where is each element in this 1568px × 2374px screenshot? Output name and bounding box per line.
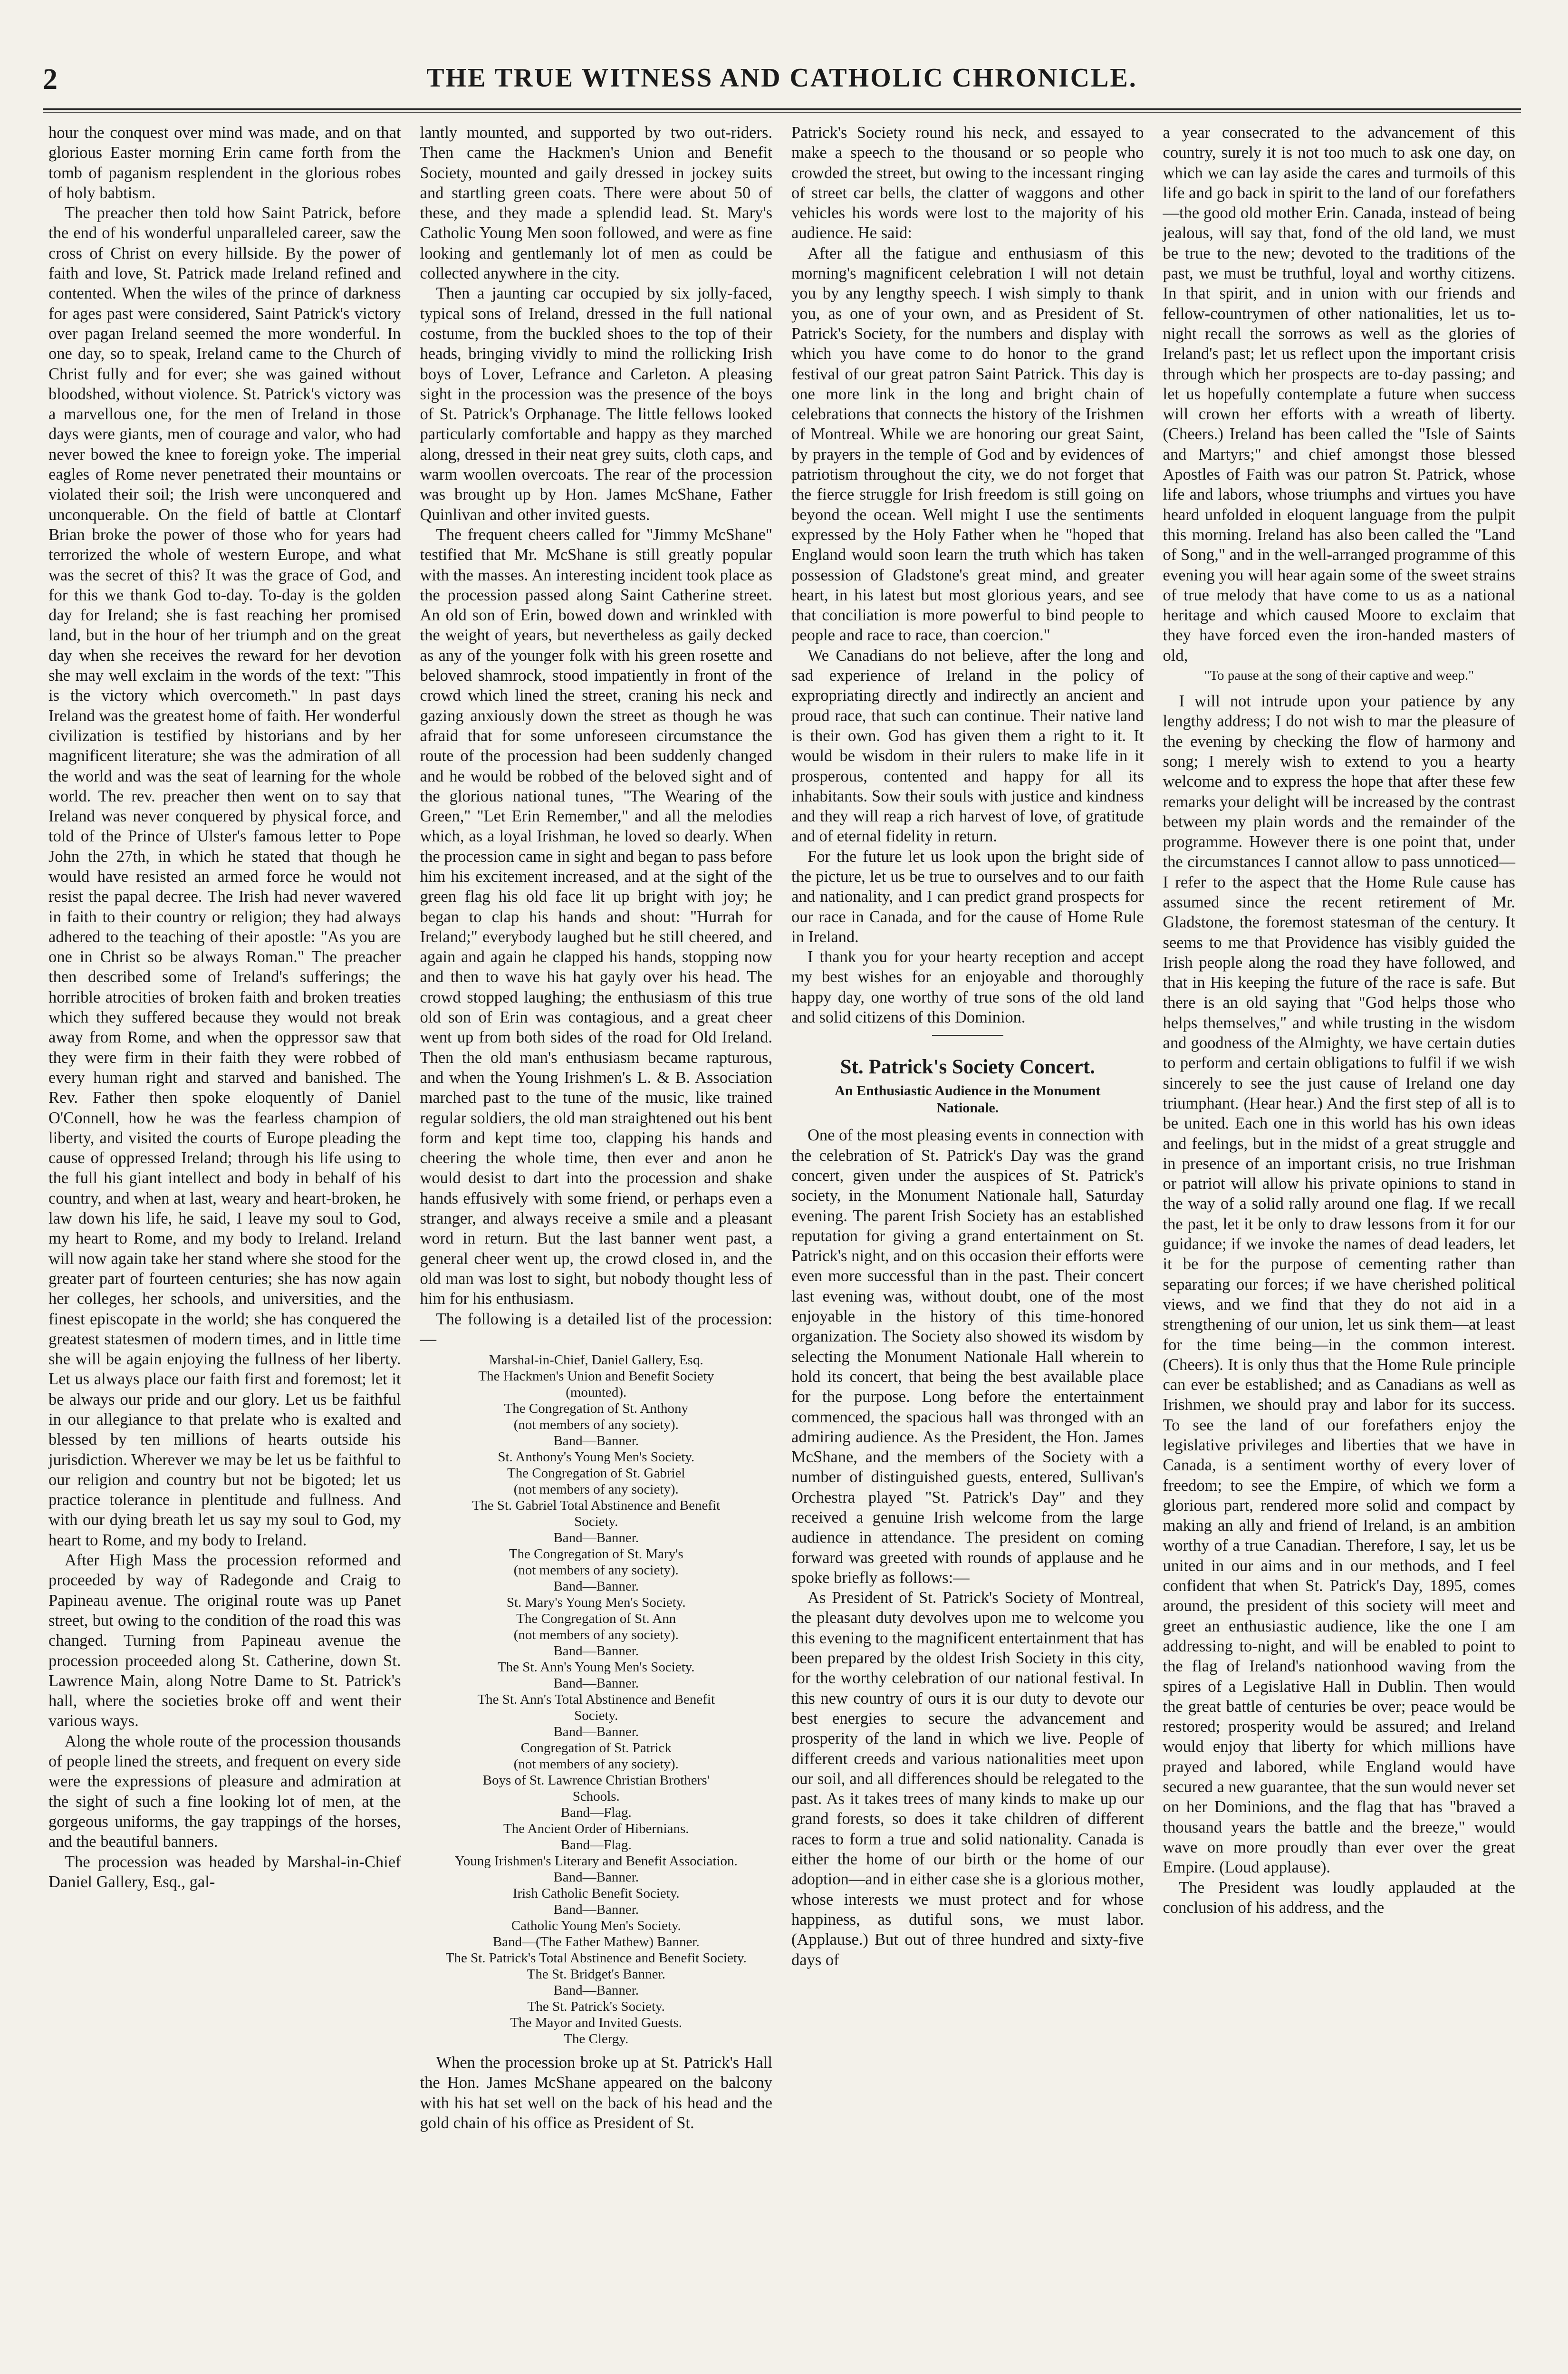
section-subheading: An Enthusiastic Audience in the Monument Nationale. — [835, 1083, 1101, 1116]
procession-list-item: Society. — [574, 1514, 618, 1530]
article-paragraph: After High Mass the procession reformed and proceeded by way of Radegonde and Craig to Papineau avenue. The original route was up Panet street, but owing to the condition of the road this was changed. Turning from Papineau avenue the procession proceeded along St. Catherine, down St. Lawrence Main, along Notre Dame to St. Patrick's hall, where the societies broke off and went their various ways. — [48, 1551, 401, 1730]
procession-list-item: Band—Flag. — [560, 1837, 632, 1853]
procession-list-item: The Mayor and Invited Guests. — [510, 2015, 683, 2031]
procession-list-item: St. Anthony's Young Men's Society. — [498, 1449, 695, 1465]
article-paragraph: The preacher then told how Saint Patrick, before the end of his wonderful unparalleled career, saw the cross of Christ on every hillside. By the power of faith and love, St. Patrick made Ireland refined and contented. When the wiles of the prince of darkness for ages past were considered, Saint Patrick's victory over pagan Ireland seemed the more wonderful. In one day, so to speak, Ireland came to the Church of Christ fully and for ever; she was gained without bloodshed, without violence. St. Patrick's victory was a marvellous one, for the men of Ireland in those days were giants, men of courage and valor, who had never bowed the knee to foreign yoke. The imperial eagles of Rome never penetrated their mountains or violated their soil; the Irish were unconquered and unconquerable. On the field of battle at Clontarf Brian broke the power of those who for years had terrorized the whole of western Europe, and what was the secret of this? It was the grace of God, and for this we thank God to-day. To-day is the golden day for Ireland; she is fast reaching her promised land, but in the hour of her triumph and on the great day when she receives the reward for her devotion she may well exclaim in the words of the text: "This is the victory which overcometh." In past days Ireland was the greatest home of faith. Her wonderful civilization is testified by historians and by her magnificent literature; she was the admiration of all the world and was the seat of learning for the whole world. The rev. preacher then went on to say that Ireland was never conquered by physical force, and told of the Prince of Ulster's famous letter to Pope John the 27th, in which he stated that though he would have resisted an armed force he would not resist the papal decree. The Irish had never wavered in faith to their country or religion; they had always adhered to the teaching of their apostle: "As you are one in Christ so be always Roman." The preacher then described some of Ireland's sufferings; the horrible atrocities of broken faith and broken treaties which they suffered because they would not break away from Rome, and when the oppressor saw that they were firm in their faith they were robbed of every human right and starved and banished. The Rev. Father then spoke eloquently of Daniel O'Connell, how he was the fearless champion of liberty, and visited the courts of Europe pleading the cause of oppressed Ireland; through his life using to the full his giant intellect and body in behalf of his country, and when at last, weary and heart-broken, he law down his life, he said, I leave my soul to God, my heart to Rome, and my body to Ireland. Ireland will now again take her stand where she stood for the greater part of fourteen centuries; she has now again her colleges, her schools, and universities, and the finest episcopate in the world; she has conquered the greatest statesmen of modern times, and in little time she will be again enjoying the fullness of her liberty. Let us always place our faith first and foremost; let it be always our pride and our glory. Let us be faithful in our allegiance to that prelate who is exalted and blessed by ten millions of hearts outside his jurisdiction. Wherever we may be let us be faithful to our religion and country but not be bigoted; let us practice tolerance in plentitude and fullness. And with our dying breath let us say my soul to God, my heart to Rome, and my body to Ireland. — [48, 204, 401, 1549]
procession-list-item: Band—Banner. — [553, 1433, 639, 1449]
procession-list-item: The St. Ann's Total Abstinence and Benefit — [477, 1692, 715, 1708]
column-3 — [786, 123, 1150, 2352]
procession-list — [420, 1352, 773, 2047]
procession-list-item: The Congregation of St. Mary's — [509, 1546, 683, 1562]
procession-list-item: Boys of St. Lawrence Christian Brothers' — [482, 1773, 710, 1788]
article-paragraph: I thank you for your hearty reception and accept my best wishes for an enjoyable and thoroughly happy day, one worthy of true sons of the old land and solid citizens of this Dominion. — [791, 948, 1144, 1027]
article-paragraph: For the future let us look upon the bright side of the picture, let us be true to ourselves and to our faith and nationality, and I can predict grand prospects for our race in Canada, and for the cause of Home Rule in Ireland. — [791, 847, 1144, 946]
procession-list-item: (not members of any society). — [513, 1563, 679, 1578]
procession-list-item: Band—Banner. — [553, 1676, 639, 1691]
column-4 — [1157, 123, 1521, 2352]
procession-list-item: The Hackmen's Union and Benefit Society — [478, 1369, 714, 1384]
procession-list-item: The Ancient Order of Hibernians. — [503, 1821, 689, 1837]
procession-list-item: St. Mary's Young Men's Society. — [506, 1595, 686, 1611]
procession-list-item: Band—Banner. — [553, 1643, 639, 1659]
article-paragraph: We Canadians do not believe, after the long and sad experience of Ireland in the policy of expropriating directly and indirectly an ancient and proud race, that such can continue. Their native land is their own. God has given them a right to it. It would be wisdom in their rulers to make life in it prosperous, contented and happy for all its inhabitants. Sow their souls with justice and kindness and they will reap a rich harvest of love, of gratitude and of eternal fidelity in return. — [791, 646, 1144, 846]
article-paragraph: As President of St. Patrick's Society of Montreal, the pleasant duty devolves upon me to welcome you this evening to the magnificent entertainment that has been prepared by the oldest Irish Society in this city, for the worthy celebration of our national festival. In this new country of ours it is our duty to devote our best energies to secure the advancement and prosperity of the land in which we live. People of different creeds and various nationalities meet upon our soil, and all differences should be relegated to the past. As it takes trees of many kinds to make up our grand forests, so does it take children of different races to form a true and solid nationality. Canada is either the home of our birth or the home of our adoption—and in either case she is a glorious mother, whose interests we must protect and for whose happiness, as dutiful sons, we must labor. (Applause.) But out of three hundred and sixty-five days of — [791, 1589, 1144, 1969]
article-paragraph: The frequent cheers called for "Jimmy McShane" testified that Mr. McShane is still greatly popular with the masses. An interesting incident took place as the procession passed along Saint Catherine street. An old son of Erin, bowed down and wrinkled with the weight of years, but nevertheless as gaily decked as any of the younger folk with his green rosette and beloved shamrock, stood impatiently in front of the crowd which lined the street, craning his neck and gazing anxiously down the street as though he was afraid that for some unforeseen circumstance the route of the procession had been suddenly changed and he would be robbed of the beloved sight and of the glorious national tunes, "The Wearing of the Green," "Let Erin Remember," and all the melodies which, as a loyal Irishman, he loved so dearly. When the procession came in sight and began to pass before him his excitement increased, and at the sight of the green flag his old face lit up bright with joy; he began to clap his hands and shout: "Hurrah for Ireland;" everybody laughed but he still cheered, and again and again he clapped his hands, stopping now and then to wave his hat gayly over his head. The crowd stopped laughing; the enthusiasm of this true old son of Erin was contagious, and a great cheer went up from both sides of the road for Old Ireland. Then the old man's enthusiasm became rapturous, and when the Young Irishmen's L. & B. Association marched past to the tune of the music, like trained regular soldiers, the old man straightened out his bent form and kept time too, clapping his hands and cheering the whole time, then ever and anon he would desist to dart into the procession and shake hands effusively with some friend, or perhaps even a stranger, and always receive a smile and a pleasant word in return. But the last banner went past, a general cheer went up, the crowd closed in, and the old man was lost to sight, but nobody thought less of him for his enthusiasm. — [420, 525, 772, 1308]
procession-list-item: Young Irishmen's Literary and Benefit Association. — [454, 1853, 738, 1869]
procession-list-item: The St. Ann's Young Men's Society. — [497, 1660, 695, 1675]
article-paragraph: I will not intrude upon your patience by any lengthy address; I do not wish to mar the pleasure of the evening by checking the flow of harmony and song; I merely wish to extend to you a hearty welcome and to express the hope that after these few remarks your delight will be increased by the contrast between my plain words and the remainder of the programme. However there is one point that, under the circumstances I cannot allow to pass unnoticed—I refer to the aspect that the Home Rule cause has assumed since the recent retirement of Mr. Gladstone, the foremost statesman of the century. It seems to me that Providence has visibly guided the Irish people along the road they have followed, and that in His keeping the future of the race is safe. But there is an old saying that "God helps those who helps themselves," and while trusting in the wisdom and goodness of the Almighty, we have certain duties to perform and certain obligations to fulfil if we wish sincerely to see the just cause of Ireland one day triumphant. (Hear hear.) And the first step of all is to be united. Each one in this world has his own ideas and feelings, but in the midst of a great struggle and in presence of an important crisis, no true Irishman or patriot will allow his private opinions to stand in the way of a solid rally around one flag. If we recall the past, let it be only to draw lessons from it for our guidance; if we invoke the names of dead leaders, let it be for the purpose of cementing rather than separating our forces; if we have cherished political views, and we find that they do not aid in a strengthening of our union, let us sink them—at least for the time being—in the common interest. (Cheers). It is only thus that the Home Rule principle can ever be established; and as Canadians as well as Irishmen, we should pray and labor for its success. To see the land of our forefathers enjoy the legislative privileges and liberties that we have in Canada, is a sentiment worthy of every lover of freedom; to see the Empire, of which we form a glorious part, rendered more solid and compact by making an ally and friend of Ireland, is an ambition worthy of a true Canadian. Therefore, I say, let us be united in our aims and in our methods, and I feel confident that when St. Patrick's Day, 1895, comes around, the president of this society will meet and greet an enthusiastic audience, like the one I am addressing to-night, and will be enabled to point to the flag of Ireland's nationhood waving from the spires of a Legislative Hall in Dublin. Then would the great battle of centuries be over; peace would be restored; prosperity would be assured; and Ireland would enjoy that liberty for which millions have prayed and labored, while England would have secured a new guarantee, that the sun would never set on her Dominions, and the flag that has "braved a thousand years the battle and the breeze," would wave on more proudly than ever over the great Empire. (Loud applause). — [1163, 692, 1516, 1877]
article-paragraph: lantly mounted, and supported by two out-riders. Then came the Hackmen's Union and Benefit Society, mounted and gaily dressed in jockey suits and startling green coats. There were about 50 of these, and they made a splendid lead. St. Mary's Catholic Young Men soon followed, and were as fine looking and gentlemanly lot of men as could be collected anywhere in the city. — [420, 124, 772, 283]
procession-list-item: Catholic Young Men's Society. — [511, 1918, 681, 1934]
procession-list-item: The Congregation of St. Anthony — [504, 1401, 688, 1417]
procession-list-item: Band—Banner. — [553, 1983, 639, 1998]
procession-list-item: Band—Banner. — [553, 1579, 639, 1594]
procession-list-item: Congregation of St. Patrick — [520, 1740, 672, 1756]
procession-list-item: (not members of any society). — [513, 1482, 679, 1497]
header-rule-thin — [43, 112, 1521, 113]
procession-list-item: Irish Catholic Benefit Society. — [512, 1886, 680, 1901]
article-paragraph: The procession was headed by Marshal-in-Chief Daniel Gallery, Esq., gal- — [48, 1853, 401, 1891]
article-paragraph: The following is a detailed list of the procession:— — [420, 1310, 772, 1348]
procession-list-item: The Clergy. — [564, 2031, 629, 2047]
procession-list-item: Band—Flag. — [560, 1805, 632, 1821]
article-paragraph: a year consecrated to the advancement of this country, surely it is not too much to ask one day, on which we can lay aside the cares and turmoils of this life and go back in spirit to the land of our forefathers—the good old mother Erin. Canada, instead of being jealous, will say that, fond of the old land, we must be true to the new; devoted to the traditions of the past, we must be truthful, loyal and worthy citizens. In that spirit, and in union with our friends and fellow-countrymen of other nationalities, let us to-night recall the sorrows as well as the glories of Ireland's past; let us reflect upon the important crisis through which her prospects are to-day passing; and let us hopefully contemplate a future when success will crown her efforts with a wreath of liberty. (Cheers.) Ireland has been called the "Isle of Saints and Martyrs;" and chief amongst those blessed Apostles of Faith was our patron St. Patrick, whose life and labors, whose triumphs and virtues you have heard unfolded in eloquent language from the pulpit this morning. Ireland has also been called the "Land of Song," and in the well-arranged programme of this evening you will hear again some of the sweet strains of true melody that have come to us as a national heritage and which caused Moore to exclaim that they have forced even the iron-handed masters of old, — [1163, 124, 1515, 665]
section-divider — [932, 1035, 1003, 1036]
procession-list-item: Schools. — [572, 1789, 620, 1805]
procession-list-item: Marshal-in-Chief, Daniel Gallery, Esq. — [489, 1352, 703, 1368]
column-2 — [414, 123, 779, 2352]
procession-list-item: Band—Banner. — [553, 1902, 639, 1918]
procession-list-item: The St. Patrick's Total Abstinence and Benefit Society. — [445, 1950, 747, 1966]
procession-list-item: (not members of any society). — [513, 1627, 679, 1643]
procession-list-item: Band—Banner. — [553, 1870, 639, 1885]
article-columns — [43, 123, 1521, 2352]
procession-list-item: The Congregation of St. Ann — [516, 1611, 676, 1627]
article-paragraph: hour the conquest over mind was made, and on that glorious Easter morning Erin came forth from the tomb of paganism resplendent in the glorious robes of holy babtism. — [48, 124, 401, 202]
article-paragraph: Then a jaunting car occupied by six jolly-faced, typical sons of Ireland, dressed in the full national costume, from the buckled shoes to the top of their heads, bringing vividly to mind the rollicking Irish boys of Lover, Lefrance and Carleton. A pleasing sight in the procession was the presence of the boys of St. Patrick's Orphanage. The little fellows looked particularly comfortable and happy as they marched along, dressed in their neat grey suits, cloth caps, and warm woollen overcoats. The rear of the procession was brought up by Hon. James McShane, Father Quinlivan and other invited guests. — [420, 284, 772, 524]
masthead-title: THE TRUE WITNESS AND CATHOLIC CHRONICLE. — [426, 63, 1137, 93]
article-paragraph: Patrick's Society round his neck, and essayed to make a speech to the thousand or so people who crowded the street, but owing to the incessant ringing of street car bells, the clatter of waggons and other vehicles his words were lost to the majority of his audience. He said: — [791, 124, 1144, 242]
article-paragraph: The President was loudly applauded at the conclusion of his address, and the — [1163, 1878, 1515, 1917]
procession-list-item: The St. Gabriel Total Abstinence and Benefit — [472, 1498, 721, 1514]
procession-list-item: Band—(The Father Mathew) Banner. — [492, 1934, 700, 1950]
verse-quote: "To pause at the song of their captive and weep." — [1204, 668, 1474, 684]
procession-list-item: (not members of any society). — [513, 1756, 679, 1772]
procession-list-item: The St. Bridget's Banner. — [527, 1967, 665, 1982]
procession-list-item: (not members of any society). — [513, 1417, 679, 1433]
procession-list-item: Band—Banner. — [553, 1530, 639, 1546]
article-paragraph: One of the most pleasing events in connection with the celebration of St. Patrick's Day was the grand concert, given under the auspices of St. Patrick's society, in the Monument Nationale hall, Saturday evening. The parent Irish Society has an established reputation for giving a grand entertainment on St. Patrick's night, and on this occasion their efforts were even more successful than in the past. Their concert last evening was, without doubt, one of the most enjoyable in the history of this time-honored organization. The Society also showed its wisdom by selecting the Monument Nationale Hall wherein to hold its concert, that being the best available place for the purpose. Long before the entertainment commenced, the spacious hall was thronged with an admiring audience. As the President, the Hon. James McShane, and the members of the Society with a number of distinguished guests, entered, Sullivan's Orchestra played "St. Patrick's Day" and they received a genuine Irish welcome from the large audience in attendance. The president on coming forward was greeted with rounds of applause and he spoke briefly as follows:— — [791, 1126, 1144, 1587]
page-header — [43, 63, 1521, 115]
section-heading: St. Patrick's Society Concert. — [840, 1056, 1095, 1079]
column-1 — [43, 123, 407, 2352]
procession-list-item: The Congregation of St. Gabriel — [507, 1466, 685, 1481]
article-paragraph: Along the whole route of the procession thousands of people lined the streets, and frequent on every side were the expressions of pleasure and admiration at the sight of such a fine looking lot of men, at the gorgeous uniforms, the gay trappings of the horses, and the beautiful banners. — [48, 1732, 401, 1851]
article-paragraph: When the procession broke up at St. Patrick's Hall the Hon. James McShane appeared on the balcony with his hat set well on the back of his head and the gold chain of his office as President of St. — [420, 2054, 772, 2132]
procession-list-item: The St. Patrick's Society. — [527, 1999, 665, 2015]
header-rule — [43, 108, 1521, 110]
procession-list-item: (mounted). — [566, 1385, 627, 1400]
procession-list-item: Society. — [574, 1708, 618, 1724]
article-paragraph: After all the fatigue and enthusiasm of this morning's magnificent celebration I will not detain you by any lengthy speech. I wish simply to thank you, as one of your own, and as President of St. Patrick's Society, for the numbers and display with which you have come to do honor to the grand festival of our great patron Saint Patrick. This day is one more link in the long and bright chain of celebrations that connects the history of the Irishmen of Montreal. While we are honoring our great Saint, by prayers in the temple of God and by evidences of patriotism throughout the city, we do not forget that the fierce struggle for Irish freedom is still going on beyond the ocean. Well might I use the sentiments expressed by the Holy Father when he "hoped that England would soon learn the truth which has taken possession of Gladstone's great mind, and greater heart, in his latest but most glorious years, and see that conciliation is more powerful to bind people to people and race to race, than coercion." — [791, 244, 1144, 645]
procession-list-item: Band—Banner. — [553, 1724, 639, 1740]
page-number: 2 — [43, 63, 58, 96]
